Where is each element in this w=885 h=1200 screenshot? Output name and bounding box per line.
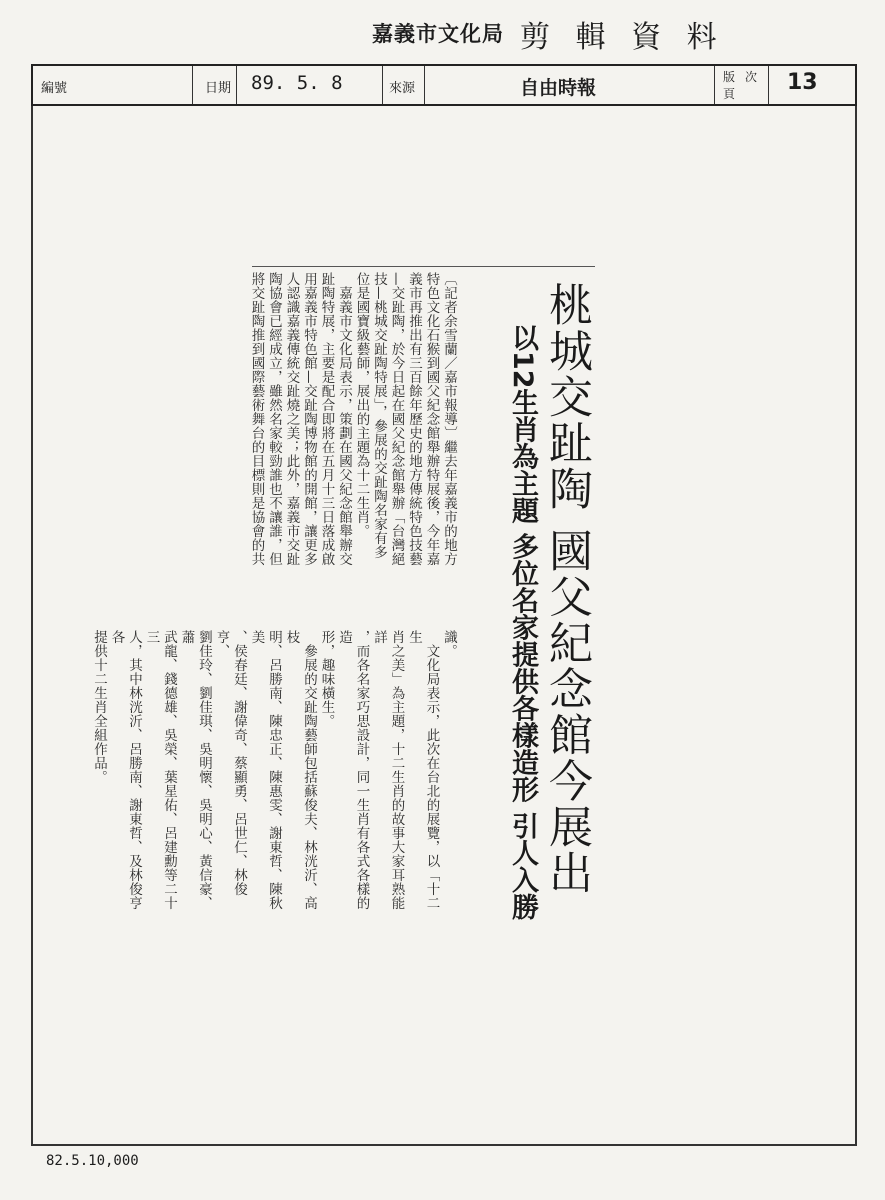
source-label-cell [383,66,425,104]
source-label: 來源 [389,81,416,96]
article-body-upper: 〔記者余雪蘭／嘉市報導〕繼去年嘉義市的地方 特色文化石猴到國父紀念館舉辦特展後，今年嘉 義市再推出有三百餘年歷史的地方傳統特色技藝 —交趾陶，於今日起在國父紀念館舉辦「台灣絕 技—桃城交趾陶特展」，參展的交趾陶名家有多 位是國寶級藝師，展出的主題為十二生肖。 嘉義市文化局表示，策劃在國父紀念館舉辦交 趾陶特展，主要是配合即將在五月十三日落成啟 用嘉義市特色館—交趾陶博物館的開館，讓更多 人認識嘉義傳統交趾燒之美；此外，嘉義市交趾 陶協會已經成立，雖然名家較勁誰也不讓誰，但 將交趾陶推到國際藝術舞台的目標則是協會的共 [248,272,457,566]
serial-cell [33,66,193,104]
page-value: 13 [787,70,818,95]
newspaper-clipping [91,262,595,922]
page-label-top: 版 [723,70,736,84]
page-label-bottom: 頁 [723,87,736,101]
article-headline: 桃城交趾陶 國父紀念館今展出 [541,282,592,896]
date-label-cell [193,66,237,104]
clipping-top-rule [252,266,595,267]
organization-name: 嘉義市文化局 [372,22,504,46]
article-body-lower: 識。 文化局表示，此次在台北的展覽，以「十二生 肖之美」為主題，十二生肖的故事大家耳熟能詳 ，而各名家巧思設計，同一生肖有各式各樣的造 形，趣味橫生。 參展的交趾陶藝師包括蘇俊夫、林洸沂、高枝 明、呂勝南、陳忠正、陳惠雯、謝東哲、陳秋美 、侯春廷、謝偉奇、蔡顯勇、呂世仁、林俊亨、 劉佳玲、劉佳琪、吳明懷、吳明心、黃信豪、蕭 武龍、錢德雄、吳榮、葉星佑、呂建勳等二十三 人，其中林洸沂、呂勝南、謝東哲、及林俊亨各 提供十二生肖全組作品。 [91,630,457,910]
page-label-side: 次 [745,70,758,84]
article-subheadline: 以12生肖為主題 多位名家提供各樣造形 引人入勝 [507,324,538,921]
date-value: 89. 5. 8 [251,72,343,94]
serial-label: 編號 [41,81,68,96]
page-value-cell [769,66,855,104]
date-value-cell [237,66,383,104]
source-value: 自由時報 [520,77,597,99]
print-code: 82.5.10,000 [46,1153,139,1169]
metadata-bar [31,64,857,106]
document-type-title: 剪 輯 資 料 [520,20,725,55]
source-value-cell [425,66,715,104]
date-label: 日期 [205,81,232,96]
page-label-cell [715,66,769,104]
